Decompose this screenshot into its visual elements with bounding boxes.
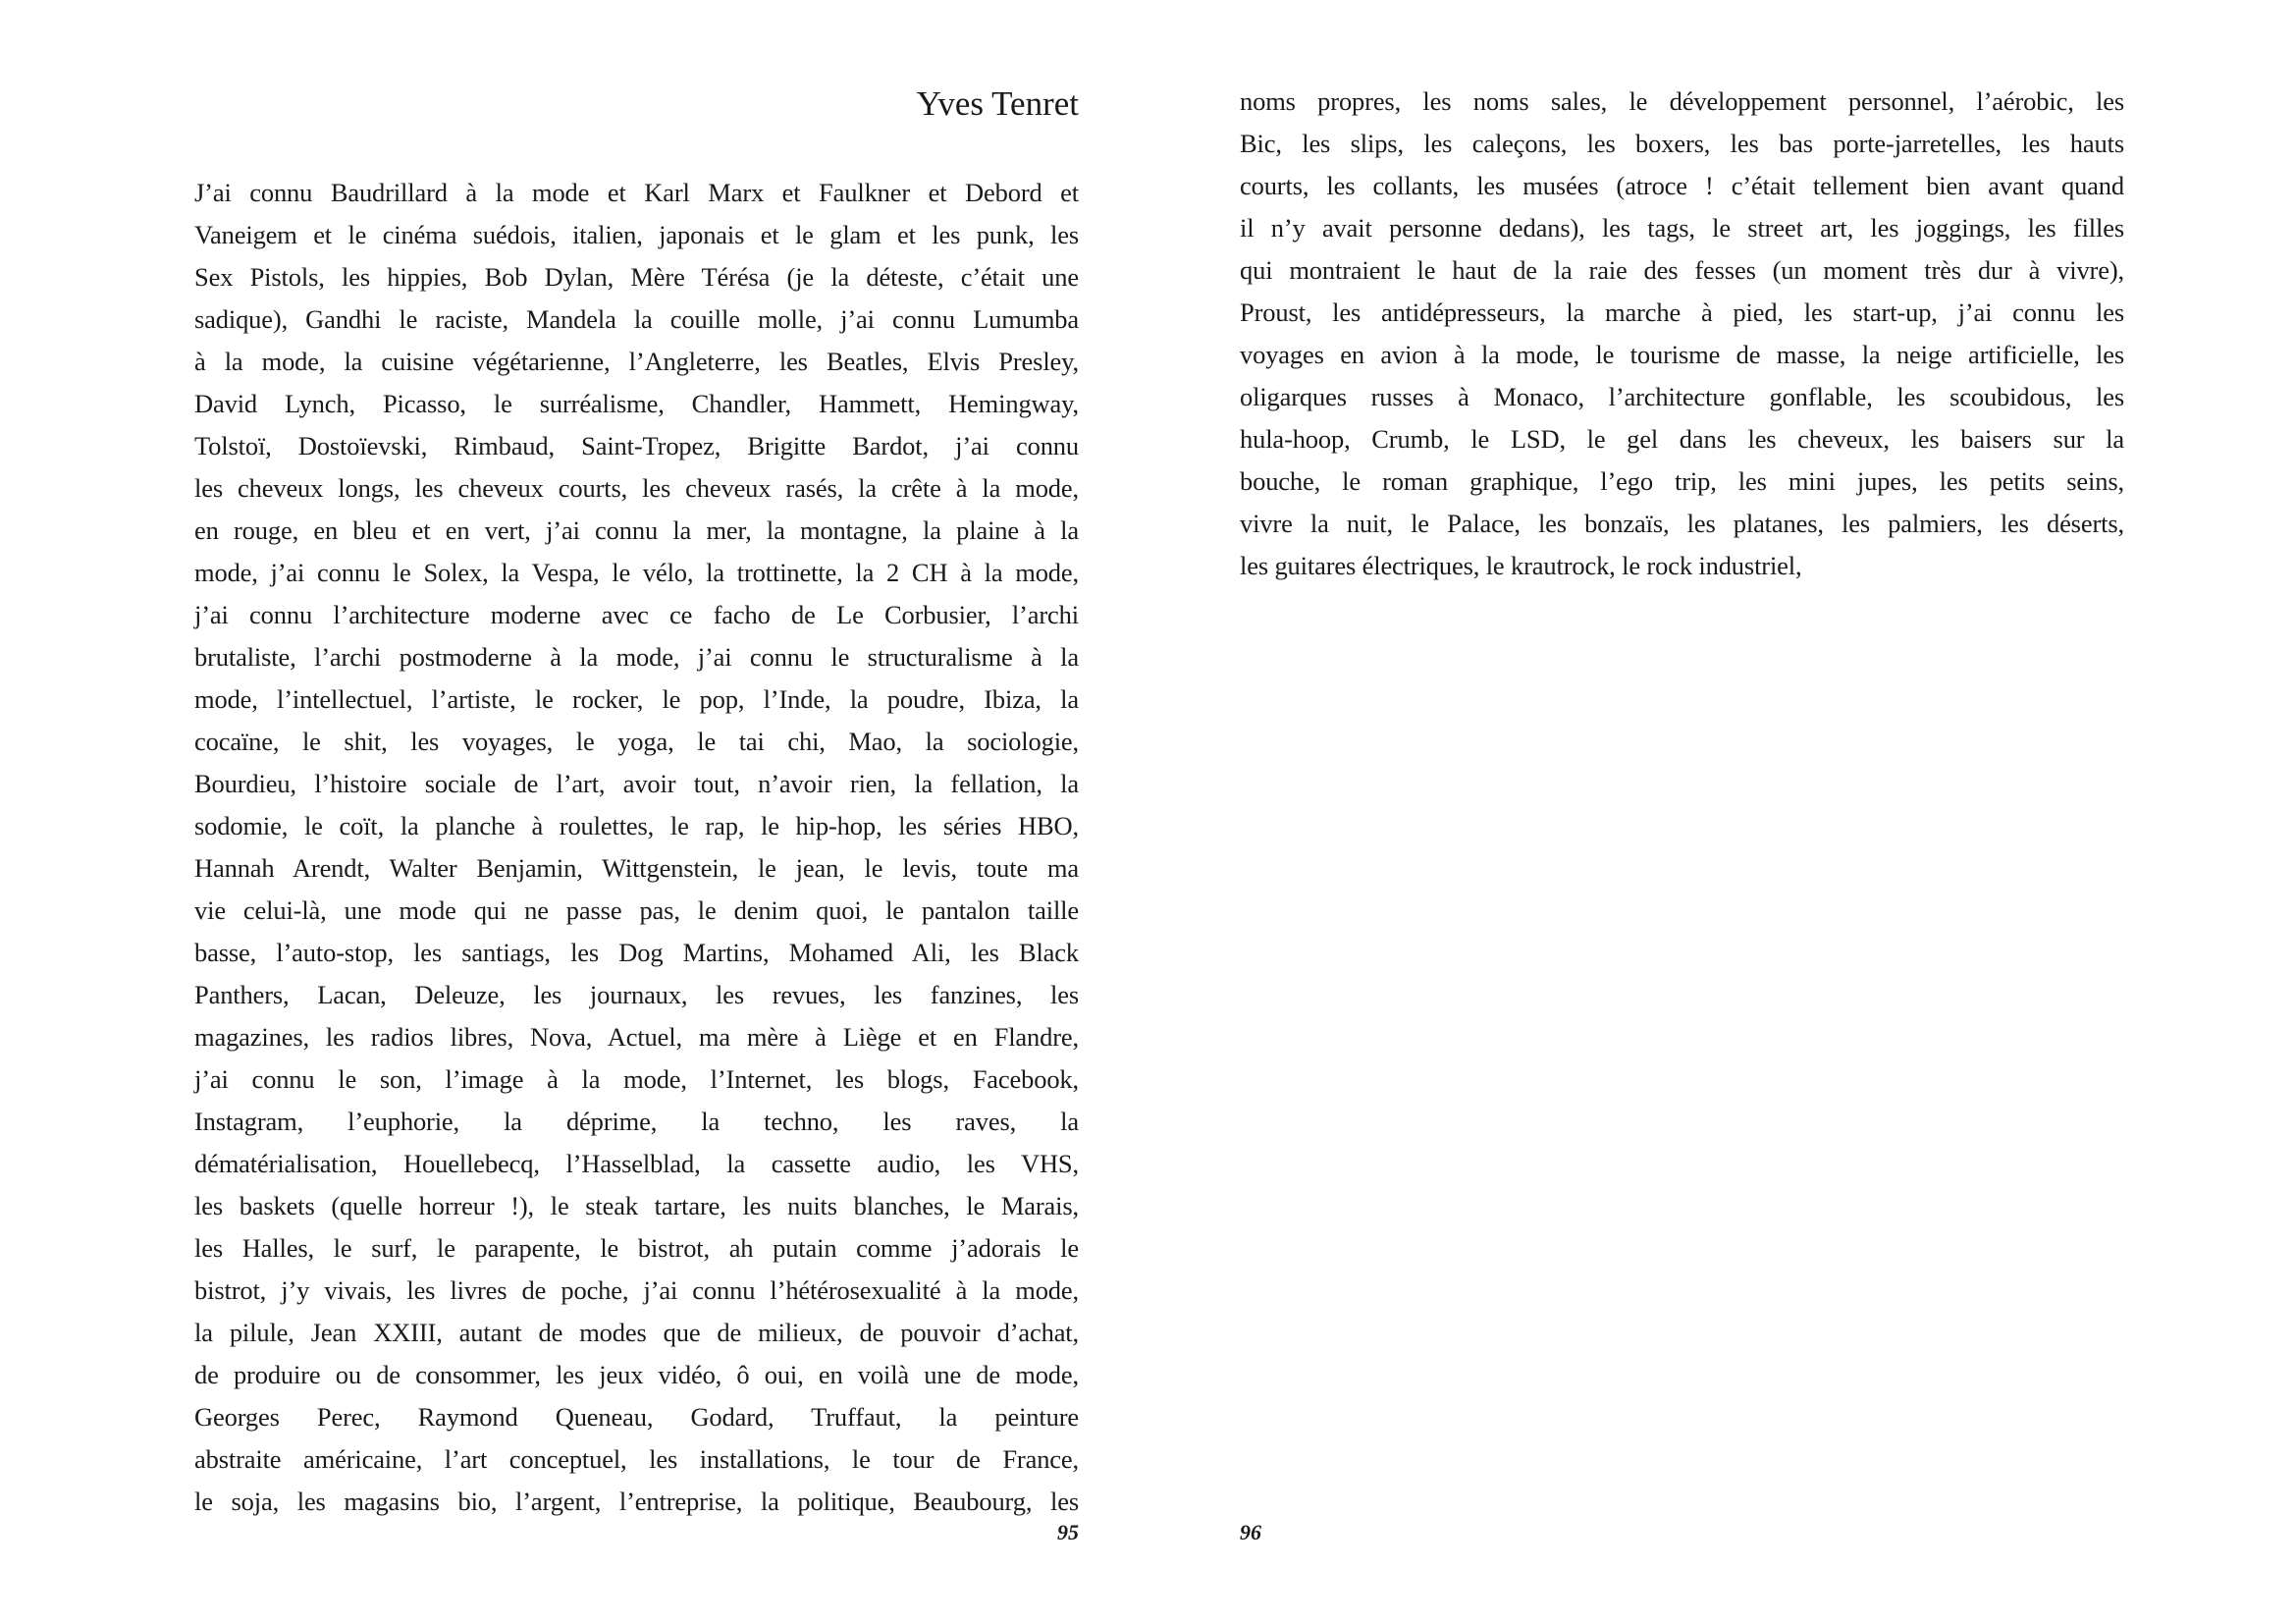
text-line: vivre la nuit, le Palace, les bonzaïs, les platanes, les palmiers, les déserts,	[1240, 509, 2124, 538]
text-line: cocaïne, le shit, les voyages, le yoga, le tai chi, Mao, la sociologie,	[194, 727, 1079, 756]
text-line: j’ai connu le son, l’image à la mode, l’Internet, les blogs, Facebook,	[194, 1064, 1079, 1094]
text-line: les baskets (quelle horreur !), le steak tartare, les nuits blanches, le Marais,	[194, 1191, 1079, 1220]
text-line: les guitares électriques, le krautrock, le rock industriel,	[1240, 551, 1802, 580]
text-line: Proust, les antidépresseurs, la marche à pied, les start-up, j’ai connu les	[1240, 298, 2124, 327]
text-line: mode, j’ai connu le Solex, la Vespa, le vélo, la trottinette, la 2 CH à la mode,	[194, 558, 1079, 587]
text-line: noms propres, les noms sales, le développement personnel, l’aérobic, les	[1240, 86, 2124, 116]
text-line: en rouge, en bleu et en vert, j’ai connu la mer, la montagne, la plaine à la	[194, 515, 1079, 545]
text-line: courts, les collants, les musées (atroce ! c’était tellement bien avant quand	[1240, 171, 2124, 200]
text-line: bistrot, j’y vivais, les livres de poche, j’ai connu l’hétérosexualité à la mode,	[194, 1275, 1079, 1305]
text-line: Panthers, Lacan, Deleuze, les journaux, les revues, les fanzines, les	[194, 980, 1079, 1009]
text-line: David Lynch, Picasso, le surréalisme, Chandler, Hammett, Hemingway,	[194, 389, 1079, 418]
text-line: les cheveux longs, les cheveux courts, les cheveux rasés, la crête à la mode,	[194, 473, 1079, 503]
text-line: J’ai connu Baudrillard à la mode et Karl Marx et Faulkner et Debord et	[194, 178, 1079, 207]
text-line: abstraite américaine, l’art conceptuel, les installations, le tour de France,	[194, 1444, 1079, 1474]
text-line: Tolstoï, Dostoïevski, Rimbaud, Saint-Tropez, Brigitte Bardot, j’ai connu	[194, 431, 1079, 460]
text-line: Georges Perec, Raymond Queneau, Godard, Truffaut, la peinture	[194, 1402, 1079, 1432]
text-line: qui montraient le haut de la raie des fesses (un moment très dur à vivre),	[1240, 255, 2124, 285]
text-line: les Halles, le surf, le parapente, le bistrot, ah putain comme j’adorais le	[194, 1233, 1079, 1263]
text-line: Instagram, l’euphorie, la déprime, la techno, les raves, la	[194, 1107, 1079, 1136]
text-line: Bourdieu, l’histoire sociale de l’art, avoir tout, n’avoir rien, la fellation, la	[194, 769, 1079, 798]
text-line: magazines, les radios libres, Nova, Actuel, ma mère à Liège et en Flandre,	[194, 1022, 1079, 1052]
text-line: mode, l’intellectuel, l’artiste, le rocker, le pop, l’Inde, la poudre, Ibiza, la	[194, 684, 1079, 714]
text-line: bouche, le roman graphique, l’ego trip, les mini jupes, les petits seins,	[1240, 466, 2124, 496]
text-line: j’ai connu l’architecture moderne avec ce facho de Le Corbusier, l’archi	[194, 600, 1079, 629]
text-line: Bic, les slips, les caleçons, les boxers, les bas porte-jarretelles, les hauts	[1240, 129, 2124, 158]
page-number-right: 96	[1240, 1520, 1261, 1544]
text-line: voyages en avion à la mode, le tourisme de masse, la neige artificielle, les	[1240, 340, 2124, 369]
right-page-body	[1240, 81, 2124, 587]
text-line: la pilule, Jean XXIII, autant de modes que de milieux, de pouvoir d’achat,	[194, 1318, 1079, 1347]
running-head-author: Yves Tenret	[916, 84, 1079, 123]
text-line: sadique), Gandhi le raciste, Mandela la couille molle, j’ai connu Lumumba	[194, 304, 1079, 334]
text-line: Hannah Arendt, Walter Benjamin, Wittgenstein, le jean, le levis, toute ma	[194, 853, 1079, 883]
text-line: Sex Pistols, les hippies, Bob Dylan, Mère Térésa (je la déteste, c’était une	[194, 262, 1079, 292]
text-line: oligarques russes à Monaco, l’architecture gonflable, les scoubidous, les	[1240, 382, 2124, 411]
text-line: vie celui-là, une mode qui ne passe pas, le denim quoi, le pantalon taille	[194, 895, 1079, 925]
text-line: Vaneigem et le cinéma suédois, italien, japonais et le glam et les punk, les	[194, 220, 1079, 249]
text-line: dématérialisation, Houellebecq, l’Hasselblad, la cassette audio, les VHS,	[194, 1149, 1079, 1178]
page-number-left: 95	[1057, 1520, 1079, 1544]
text-line: brutaliste, l’archi postmoderne à la mode, j’ai connu le structuralisme à la	[194, 642, 1079, 672]
text-line: il n’y avait personne dedans), les tags, le street art, les joggings, les filles	[1240, 213, 2124, 243]
text-line: de produire ou de consommer, les jeux vidéo, ô oui, en voilà une de mode,	[194, 1360, 1079, 1389]
text-line: sodomie, le coït, la planche à roulettes, le rap, le hip-hop, les séries HBO,	[194, 811, 1079, 840]
left-page-body	[194, 172, 1079, 1523]
text-line: le soja, les magasins bio, l’argent, l’entreprise, la politique, Beaubourg, les	[194, 1487, 1079, 1516]
text-line: à la mode, la cuisine végétarienne, l’Angleterre, les Beatles, Elvis Presley,	[194, 347, 1079, 376]
text-line: basse, l’auto-stop, les santiags, les Dog Martins, Mohamed Ali, les Black	[194, 938, 1079, 967]
text-line: hula-hoop, Crumb, le LSD, le gel dans les cheveux, les baisers sur la	[1240, 424, 2124, 454]
